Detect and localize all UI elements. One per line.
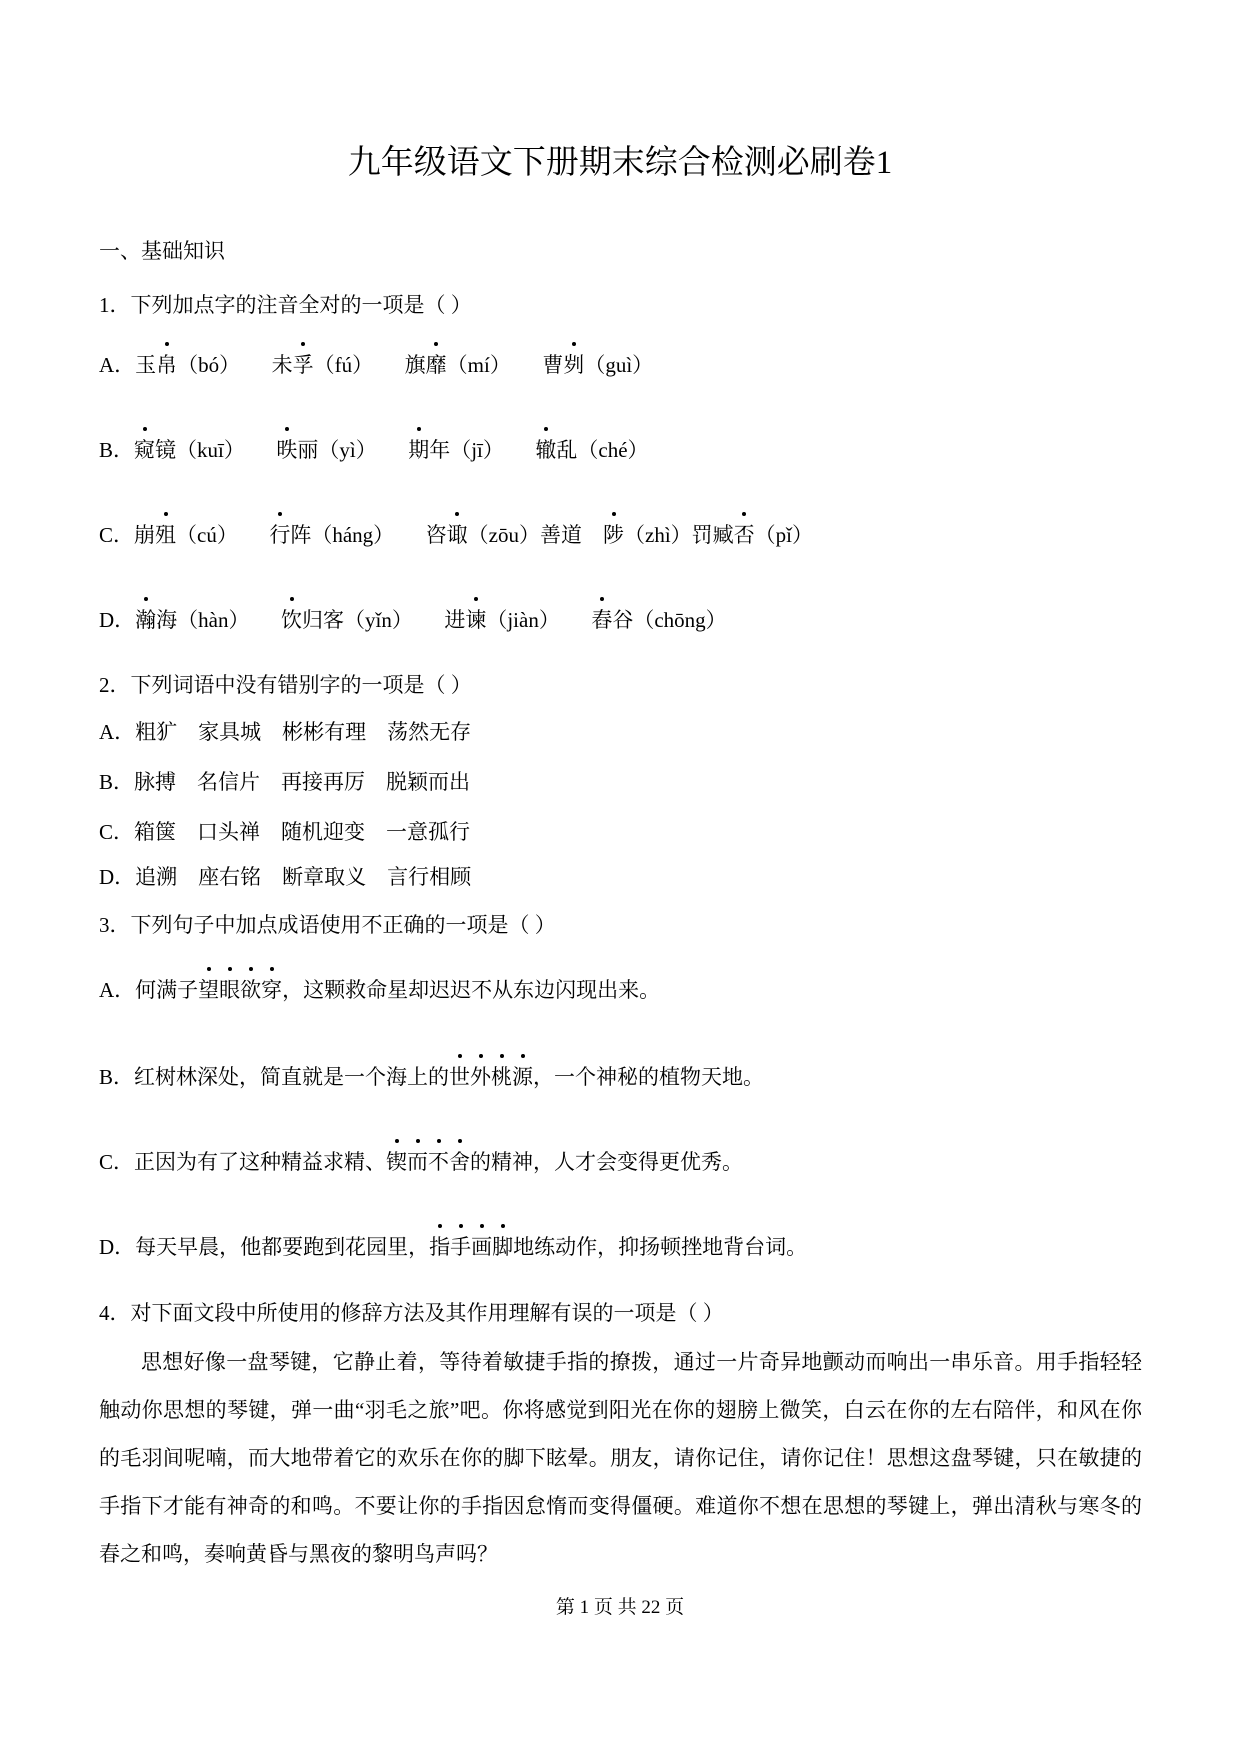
question-3-stem: 3．下列句子中加点成语使用不正确的一项是（ ）	[99, 913, 556, 937]
question-2-stem: 2．下列词语中没有错别字的一项是（ ）	[99, 673, 472, 697]
question-3-option-b: B．红树林深处，简直就是一个海上的世外桃源，一个神秘的植物天地。	[99, 1065, 765, 1089]
question-4-passage: 思想好像一盘琴键，它静止着，等待着敏捷手指的撩拨，通过一片奇异地颤动而响出一串乐音。用手指轻轻触动你思想的琴键，弹一曲“羽毛之旅”吧。你将感觉到阳光在你的翅膀上微笑，白云在你的左右陪伴，和风在你的毛羽间呢喃，而大地带着它的欢乐在你的脚下眩晕。朋友，请你记住，请你记住！思想这盘琴键，只在敏捷的手指下才能有神奇的和鸣。不要让你的手指因怠惰而变得僵硬。难道你不想在思想的琴键上，弹出清秋与寒冬的春之和鸣，奏响黄昏与黑夜的黎明鸟声吗？	[99, 1350, 1142, 1566]
question-3-option-a: A．何满子望眼欲穿，这颗救命星却迟迟不从东边闪现出来。	[99, 978, 661, 1002]
question-1-option-c: C．崩殂（cú） 行阵（háng） 咨诹（zōu）善道 陟（zhì）罚臧否（pǐ）	[99, 523, 813, 547]
question-1-stem: 1．下列加点字的注音全对的一项是（ ）	[99, 293, 472, 317]
question-2-option-b: B．脉搏 名信片 再接再厉 脱颖而出	[99, 770, 471, 794]
question-1-option-d: D．瀚海（hàn） 饮归客（yǐn） 进谏（jiàn） 舂谷（chōng）	[99, 608, 727, 632]
question-1-option-b: B．窥镜（kuī） 昳丽（yì） 期年（jī） 辙乱（ché）	[99, 438, 649, 462]
section-heading: 一、基础知识	[99, 239, 225, 263]
exam-title: 九年级语文下册期末综合检测必刷卷1	[347, 145, 893, 181]
question-4-stem: 4．对下面文段中所使用的修辞方法及其作用理解有误的一项是（ ）	[99, 1301, 724, 1325]
question-2-option-d: D．追溯 座右铭 断章取义 言行相顾	[99, 865, 472, 889]
page-number-indicator: 第 1 页 共 22 页	[555, 1597, 685, 1618]
question-2-option-c: C．箱箧 口头禅 随机迎变 一意孤行	[99, 820, 471, 844]
question-2-option-a: A．粗犷 家具城 彬彬有理 荡然无存	[99, 720, 472, 744]
question-1-option-a: A．玉帛（bó） 未孚（fú） 旗靡（mí） 曹刿（guì）	[99, 353, 654, 377]
question-3-option-c: C．正因为有了这种精益求精、锲而不舍的精神，人才会变得更优秀。	[99, 1150, 744, 1174]
question-3-option-d: D．每天早晨，他都要跑到花园里，指手画脚地练动作，抑扬顿挫地背台词。	[99, 1235, 808, 1259]
